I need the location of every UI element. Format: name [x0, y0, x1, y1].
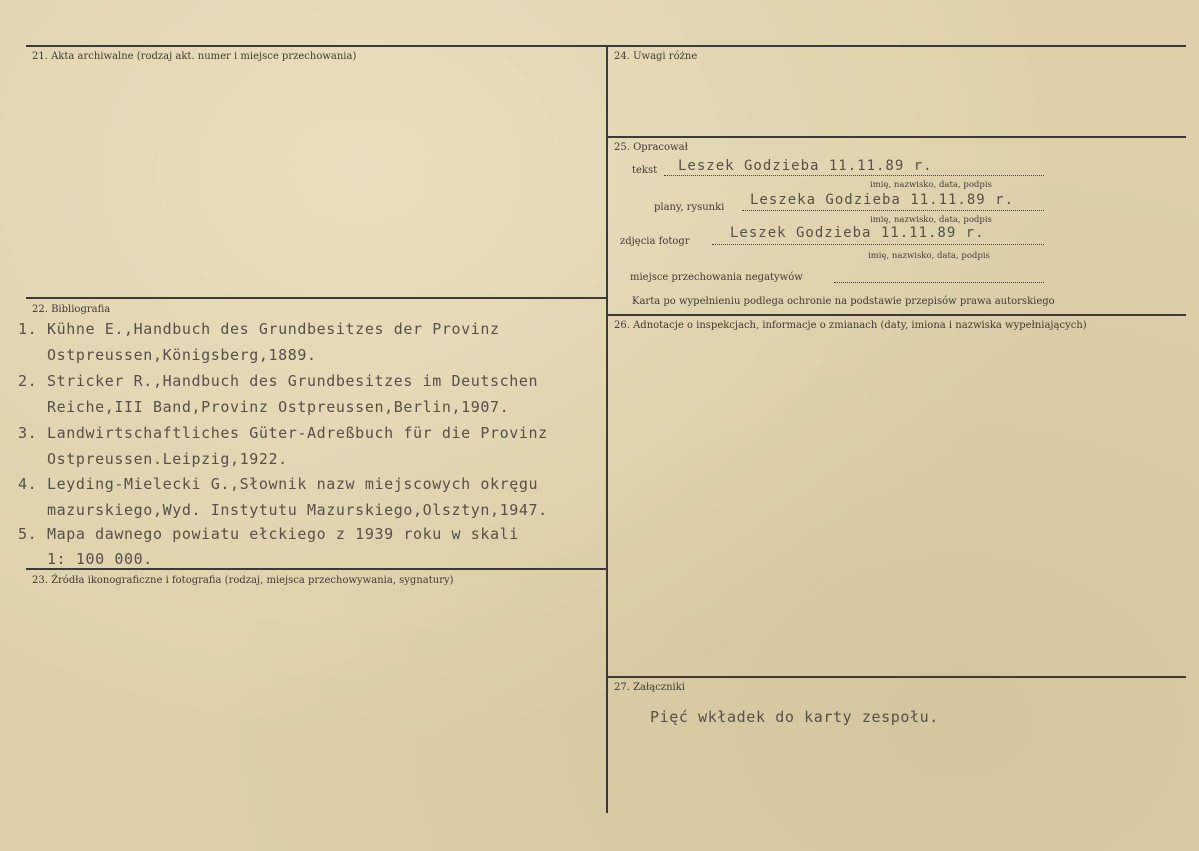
bib-entry-5-line2: 1: 100 000.	[47, 550, 153, 568]
section-22-label: 22. Bibliografia	[32, 304, 111, 315]
author-row-photos-label: zdjęcia fotogr	[620, 236, 690, 247]
bib-entry-2-line1: Stricker R.,Handbuch des Grundbesitzes im Deutschen	[47, 372, 539, 390]
bib-entry-5-line1: Mapa dawnego powiatu ełckiego z 1939 roku w skali	[47, 525, 519, 543]
bib-entry-3-num: 3.	[18, 424, 38, 442]
author-row-plans-hint: imię, nazwisko, data, podpis	[870, 215, 992, 225]
author-row-text-label: tekst	[632, 165, 658, 176]
bib-entry-3-line1: Landwirtschaftliches Güter-Adreßbuch für die Provinz	[47, 424, 548, 442]
rule-25-26	[607, 314, 1186, 316]
author-row-plans-label: plany, rysunki	[654, 202, 725, 213]
section-24-label: 24. Uwagi różne	[614, 51, 698, 62]
bib-entry-1-line2: Ostpreussen,Königsberg,1889.	[47, 346, 317, 364]
copyright-notice: Karta po wypełnieniu podlega ochronie na podstawie przepisów prawa autorskiego	[632, 296, 1055, 307]
bib-entry-2-line2: Reiche,III Band,Provinz Ostpreussen,Berlin,1907.	[47, 398, 510, 416]
author-row-text-value: Leszek Godzieba 11.11.89 r.	[678, 158, 933, 174]
author-row-plans-value: Leszeka Godzieba 11.11.89 r.	[750, 192, 1015, 208]
author-row-plans-line	[742, 210, 1044, 211]
section-27-label: 27. Załączniki	[614, 682, 685, 693]
bib-entry-5-num: 5.	[18, 525, 38, 543]
section-21-label: 21. Akta archiwalne (rodzaj akt. numer i miejsce przechowania)	[32, 51, 357, 62]
author-row-photos-value: Leszek Godzieba 11.11.89 r.	[730, 225, 985, 241]
attachments-text: Pięć wkładek do karty zespołu.	[650, 708, 939, 726]
section-26-label: 26. Adnotacje o inspekcjach, informacje o zmianach (daty, imiona i nazwiska wypełniających)	[614, 320, 1087, 331]
author-row-text-hint: imię, nazwisko, data, podpis	[870, 180, 992, 190]
author-row-photos-hint: imię, nazwisko, data, podpis	[868, 251, 990, 261]
author-row-photos-line	[712, 244, 1044, 245]
center-divider	[606, 45, 608, 813]
rule-21-22	[26, 297, 606, 299]
section-25-label: 25. Opracował	[614, 142, 688, 153]
bib-entry-1-num: 1.	[18, 320, 38, 338]
bib-entry-4-num: 4.	[18, 475, 38, 493]
section-23-label: 23. Źródła ikonograficzne i fotografia (rodzaj, miejsca przechowywania, sygnatury)	[32, 575, 454, 586]
bib-entry-1-line1: Kühne E.,Handbuch des Grundbesitzes der Provinz	[47, 320, 500, 338]
author-row-text-line	[664, 175, 1044, 176]
rule-26-27	[607, 676, 1186, 678]
bib-entry-4-line1: Leyding-Mielecki G.,Słownik nazw miejscowych okręgu	[47, 475, 539, 493]
bib-entry-3-line2: Ostpreussen.Leipzig,1922.	[47, 450, 288, 468]
bib-entry-4-line2: mazurskiego,Wyd. Instytutu Mazurskiego,Olsztyn,1947.	[47, 501, 548, 519]
negatives-storage-label: miejsce przechowania negatywów	[630, 272, 803, 283]
bib-entry-2-num: 2.	[18, 372, 38, 390]
rule-24-25	[607, 136, 1186, 138]
negatives-storage-line	[834, 282, 1044, 283]
